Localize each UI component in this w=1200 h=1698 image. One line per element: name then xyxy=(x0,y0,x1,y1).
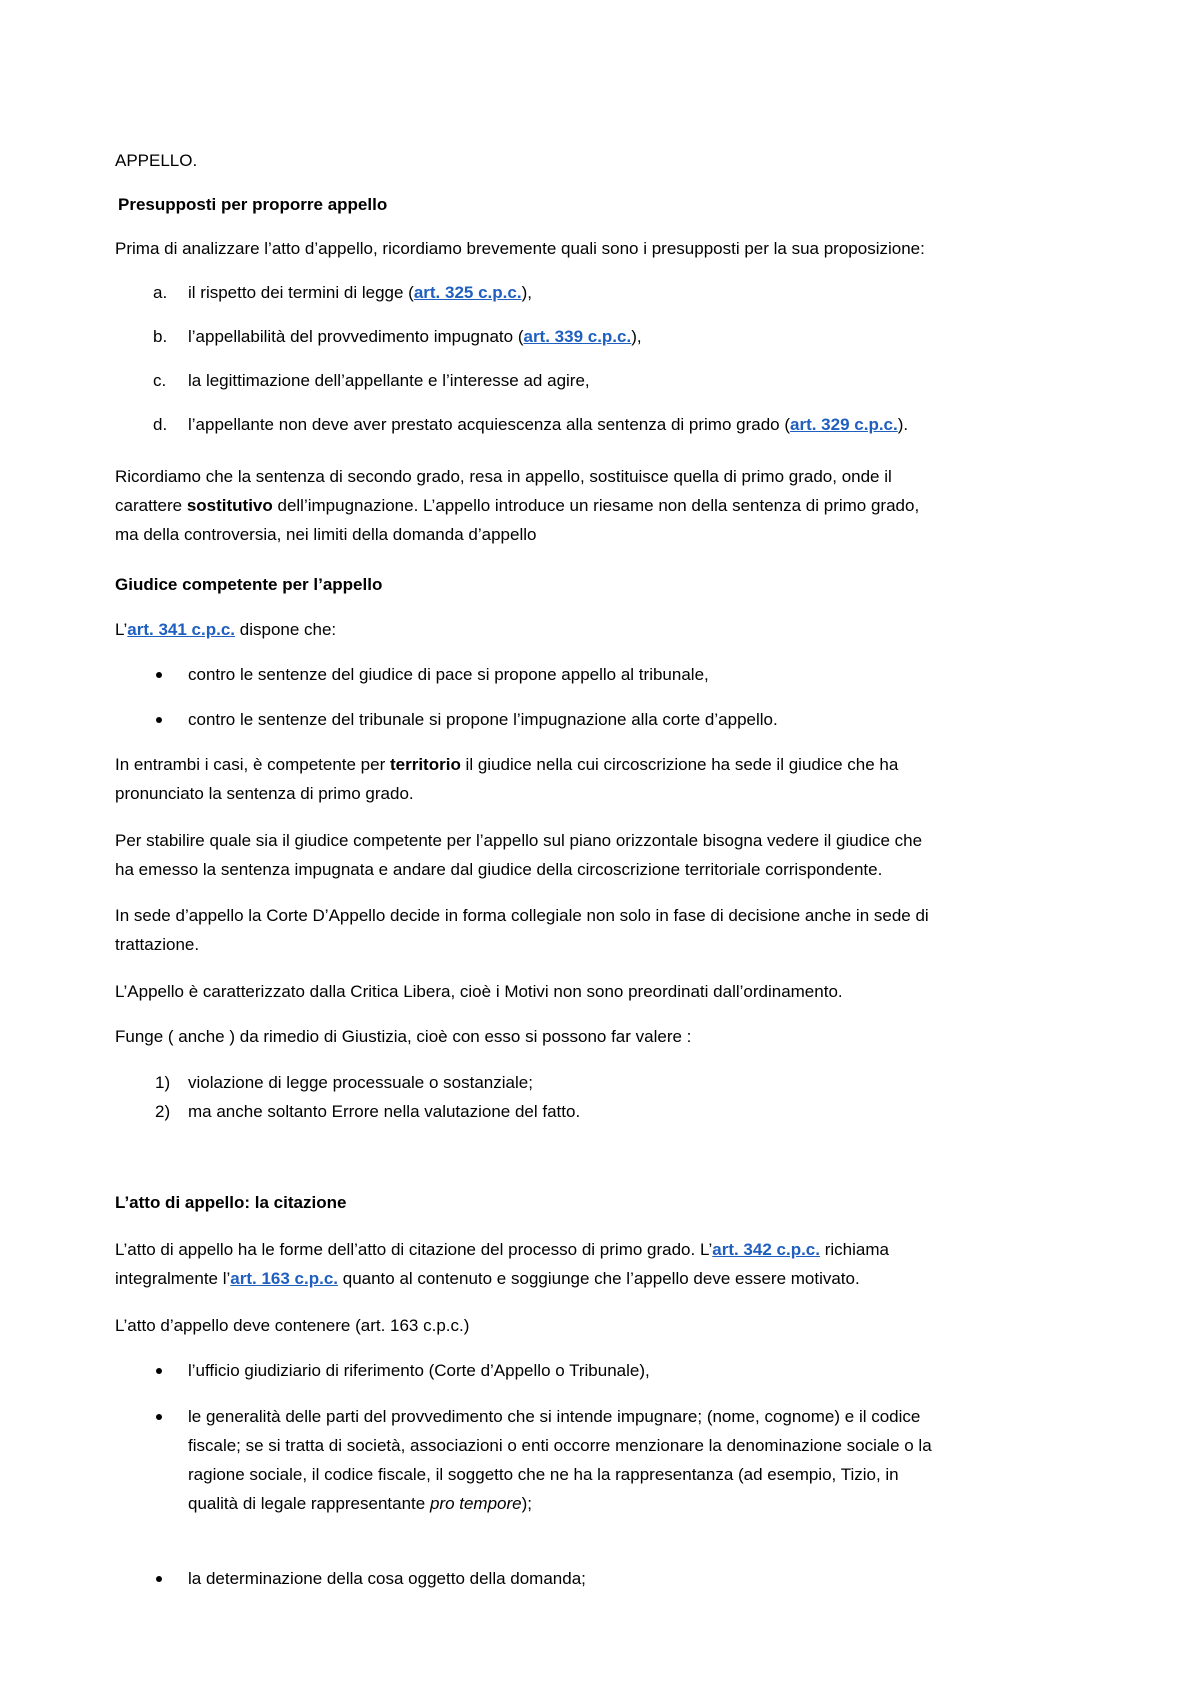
list-item-line: fiscale; se si tratta di società, associazioni o enti occorre menzionare la denominazione sociale o la xyxy=(188,1436,932,1455)
paragraph-text: L’atto di appello ha le forme dell’atto di citazione del processo di primo grado. L’ xyxy=(115,1240,713,1259)
paragraph-sede xyxy=(115,901,1095,959)
paragraph-critica: L’Appello è caratterizzato dalla Critica Libera, cioè i Motivi non sono preordinati dall’ordinamento. xyxy=(115,982,843,1001)
paragraph-art-341 xyxy=(115,615,1095,644)
paragraph-text: quanto al contenuto e soggiunge che l’appello deve essere motivato. xyxy=(338,1269,860,1288)
list-item-text: l’ufficio giudiziario di riferimento (Corte d’Appello o Tribunale), xyxy=(188,1361,650,1380)
list-item-text-end: ), xyxy=(521,283,532,302)
paragraph-line: trattazione. xyxy=(115,935,200,954)
link-art-342[interactable]: art. 342 c.p.c. xyxy=(712,1240,820,1259)
list-marker: a. xyxy=(153,283,168,302)
heading-presupposti: Presupposti per proporre appello xyxy=(118,195,388,214)
link-art-339[interactable]: art. 339 c.p.c. xyxy=(523,327,632,346)
document-title: APPELLO. xyxy=(115,151,198,170)
paragraph-forme xyxy=(115,1235,1095,1293)
paragraph-line: ha emesso la sentenza impugnata e andare dal giudice della circoscrizione territoriale corrispondente. xyxy=(115,860,883,879)
list-item-text: ma anche soltanto Errore nella valutazione del fatto. xyxy=(188,1102,581,1121)
paragraph-line: pronunciato la sentenza di primo grado. xyxy=(115,784,414,803)
list-item-text: contro le sentenze del tribunale si propone l’impugnazione alla corte d’appello. xyxy=(188,710,778,729)
list-marker: b. xyxy=(153,327,168,346)
heading-citazione: L’atto di appello: la citazione xyxy=(115,1193,347,1212)
paragraph-entrambi xyxy=(115,750,1095,808)
list-item-text: ); xyxy=(521,1494,533,1513)
bold-term: sostitutivo xyxy=(186,496,273,515)
paragraph-text: richiama xyxy=(819,1240,889,1259)
list-item-text-end: ), xyxy=(631,327,642,346)
list-marker: d. xyxy=(153,415,168,434)
bullet-icon xyxy=(156,1576,162,1582)
list-item-text: il rispetto dei termini di legge ( xyxy=(188,283,414,302)
italic-term: pro tempore xyxy=(429,1494,522,1513)
bullet-icon xyxy=(156,1368,162,1374)
paragraph-line: Per stabilire quale sia il giudice competente per l’appello sul piano orizzontale bisogna vedere il giudice che xyxy=(115,831,923,850)
list-marker: 1) xyxy=(155,1073,171,1092)
paragraph-line: ma della controversia, nei limiti della domanda d’appello xyxy=(115,525,537,544)
list-item-text: la determinazione della cosa oggetto della domanda; xyxy=(188,1569,586,1588)
paragraph-text: L’ xyxy=(115,620,128,639)
paragraph-text: In entrambi i casi, è competente per xyxy=(115,755,390,774)
list-item-text: l’appellabilità del provvedimento impugnato ( xyxy=(188,327,524,346)
link-art-163[interactable]: art. 163 c.p.c. xyxy=(230,1269,339,1288)
list-item-text-end: ). xyxy=(897,415,909,434)
link-art-325[interactable]: art. 325 c.p.c. xyxy=(413,283,522,302)
intro-paragraph: Prima di analizzare l’atto d’appello, ricordiamo brevemente quali sono i presupposti per la sua proposizione: xyxy=(115,239,925,258)
paragraph-line: In sede d’appello la Corte D’Appello decide in forma collegiale non solo in fase di decisione anche in sede di xyxy=(115,906,929,925)
paragraph-line: Ricordiamo che la sentenza di secondo grado, resa in appello, sostituisce quella di primo grado, onde il xyxy=(115,467,892,486)
paragraph-text: il giudice nella cui circoscrizione ha sede il giudice che ha xyxy=(460,755,899,774)
list-item-text: l’appellante non deve aver prestato acquiescenza alla sentenza di primo grado ( xyxy=(188,415,790,434)
list-item-line: ragione sociale, il codice fiscale, il soggetto che ne ha la rappresentanza (ad esempio, Tizio, in xyxy=(188,1465,899,1484)
list-item-text: violazione di legge processuale o sostanziale; xyxy=(188,1073,533,1092)
list-item-text xyxy=(188,1402,1095,1518)
list-item-text: contro le sentenze del giudice di pace si propone appello al tribunale, xyxy=(188,665,709,684)
paragraph-text: dell’impugnazione. L’appello introduce un riesame non della sentenza di primo grado, xyxy=(272,496,920,515)
paragraph-text: integralmente l’ xyxy=(115,1269,231,1288)
list-item-text: la legittimazione dell’appellante e l’interesse ad agire, xyxy=(188,371,590,390)
heading-giudice: Giudice competente per l’appello xyxy=(115,575,383,594)
bullet-icon xyxy=(156,1414,162,1420)
paragraph-stabilire xyxy=(115,826,1095,884)
list-item-text: qualità di legale rappresentante xyxy=(188,1494,430,1513)
bullet-icon xyxy=(156,717,162,723)
paragraph-ricordiamo xyxy=(115,462,1095,549)
list-marker: 2) xyxy=(155,1102,171,1121)
bullet-icon xyxy=(156,672,162,678)
list-marker: c. xyxy=(153,371,167,390)
link-art-341[interactable]: art. 341 c.p.c. xyxy=(127,620,236,639)
paragraph-text: carattere xyxy=(115,496,187,515)
paragraph-funge: Funge ( anche ) da rimedio di Giustizia, cioè con esso si possono far valere : xyxy=(115,1027,692,1046)
list-item-line: le generalità delle parti del provvedimento che si intende impugnare; (nome, cognome) e il codice xyxy=(188,1407,921,1426)
bold-term: territorio xyxy=(389,755,461,774)
paragraph-contenere: L’atto d’appello deve contenere (art. 163 c.p.c.) xyxy=(115,1316,470,1335)
link-art-329[interactable]: art. 329 c.p.c. xyxy=(790,415,898,434)
paragraph-text: dispone che: xyxy=(235,620,337,639)
